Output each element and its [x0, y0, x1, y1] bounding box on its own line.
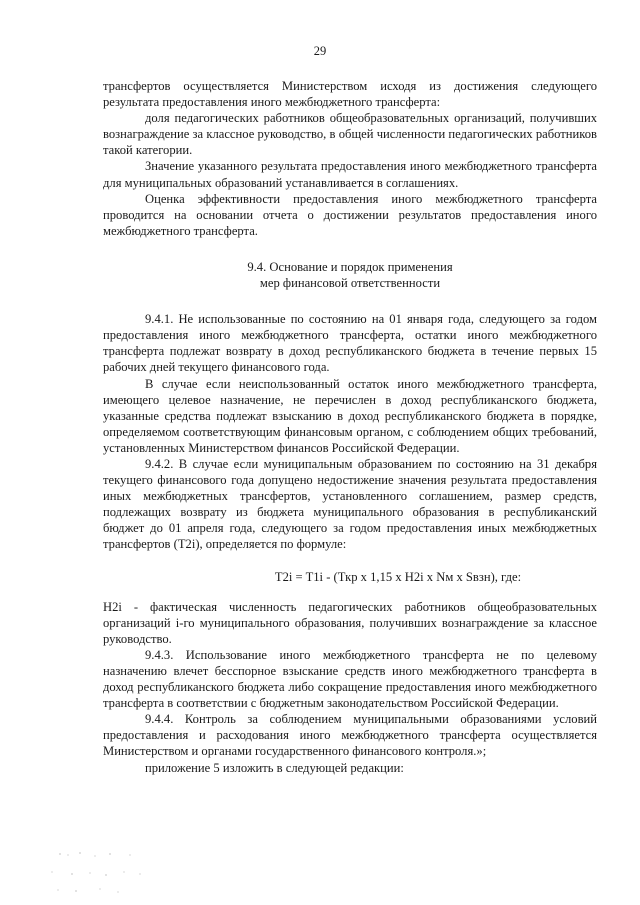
paragraph-teacher-share: доля педагогических работников общеобразовательных организаций, получивших вознаграждение за классное руководство, в общей численности педагогических работников такой категории.	[103, 111, 597, 158]
paragraph-result-value: Значение указанного результата предоставления иного межбюджетного трансферта для муниципальных образований устанавливается в соглашениях.	[103, 159, 597, 190]
section-heading	[103, 259, 597, 291]
paragraph-results-intro: трансфертов осуществляется Министерством исходя из достижения следующего результата предоставления иного межбюджетного трансферта:	[103, 79, 597, 110]
paragraph-9-4-4: 9.4.4. Контроль за соблюдением муниципальными образованиями условий предоставления и расходования иного межбюджетного трансферта осуществляется Министерством и органами государственного финансового контроля.»;	[103, 712, 597, 759]
scan-noise-marks	[40, 848, 160, 898]
document-body	[103, 78, 597, 776]
section-heading-line-1: 9.4. Основание и порядок применения	[247, 259, 453, 274]
paragraph-9-4-3: 9.4.3. Использование иного межбюджетного трансферта не по целевому назначению влечет бесспорное взыскание средств иного межбюджетного трансферта в доход республиканского бюджета либо сокращение предоставления иного межбюджетного трансферта в соответствии с бюджетным законодательством Российской Федерации.	[103, 647, 597, 711]
section-heading-line-2: мер финансовой ответственности	[259, 276, 441, 291]
paragraph-unused-balance: В случае если неиспользованный остаток иного межбюджетного трансферта, имеющего целевое назначение, не перечислен в доход республиканского бюджета, указанные средства подлежат взысканию в доход республиканского бюджета в порядке, определяемом соответствующим финансовым органом, с соблюдением общих требований, установленных Министерством финансов Российской Федерации.	[103, 376, 597, 455]
paragraph-9-4-1: 9.4.1. Не использованные по состоянию на 01 января года, следующего за годом предоставления иного межбюджетного трансферта, остатки иного межбюджетного трансферта подлежат возврату в доход республиканского бюджета в течение первых 15 рабочих дней текущего финансового года.	[103, 312, 597, 375]
refund-formula: T2i = T1i - (Ткр x 1,15 x H2i x Nм x Sвзн), где:	[274, 569, 522, 584]
paragraph-efficiency-assessment: Оценка эффективности предоставления иного межбюджетного трансферта проводится на основании отчета о достижении результатов предоставления иного межбюджетного трансферта.	[103, 191, 597, 238]
paragraph-appendix-5: приложение 5 изложить в следующей редакции:	[145, 760, 404, 775]
page-number: 29	[313, 44, 327, 58]
paragraph-9-4-2: 9.4.2. В случае если муниципальным образованием по состоянию на 31 декабря текущего финансового года допущено недостижение значения результата предоставления иных межбюджетных трансфертов, установленного соглашением, размер средств, подлежащих возврату из бюджета муниципального образования в республиканский бюджет до 01 апреля года, следующего за годом предоставления иных межбюджетных трансфертов (T2i), определяется по формуле:	[103, 456, 597, 552]
paragraph-h2i-definition: H2i - фактическая численность педагогических работников общеобразовательных организаций i-го муниципального образования, получивших вознаграждение за классное руководство.	[103, 599, 597, 646]
